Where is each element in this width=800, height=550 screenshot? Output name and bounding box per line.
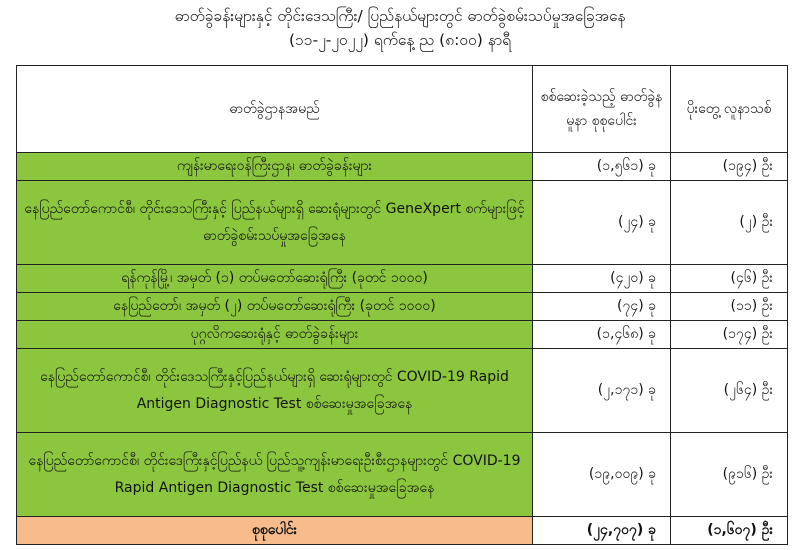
report-title — [0, 4, 800, 52]
header-tested: စစ်ဆေးခဲ့သည့် ဓာတ်ခွဲနမူနာ စုစုပေါင်း — [533, 66, 671, 153]
table-row — [17, 153, 788, 181]
row-lab-name: နေပြည်တော်ကောင်စီ၊ တိုင်းဒေသကြီးနှင့် ပြည်နယ်များရှိ ဆေးရုံများတွင် GeneXpert စက်များဖြင့် ဓာတ်ခွဲစမ်းသပ်မှုအခြေအနေ — [17, 181, 533, 265]
row-positive: (၁၁) ဦး — [671, 293, 788, 321]
row-tested: (၂,၁၇၁) ခု — [533, 349, 671, 433]
total-positive: (၁,၆၀၇) ဦး — [671, 517, 788, 545]
row-lab-name: နေပြည်တော်၊ အမှတ် (၂) တပ်မတော်ဆေးရုံကြီး (ခုတင် ၁၀၀၀) — [17, 293, 533, 321]
total-label: စုစုပေါင်း — [17, 517, 533, 545]
row-tested: (၁,၅၆၁) ခု — [533, 153, 671, 181]
row-tested: (၂၄) ခု — [533, 181, 671, 265]
table-row — [17, 433, 788, 517]
row-tested: (၁၉,၀၀၉) ခု — [533, 433, 671, 517]
testing-table — [16, 65, 788, 545]
table-header-row — [17, 66, 788, 153]
table-row — [17, 321, 788, 349]
row-tested: (၁,၄၆၈) ခု — [533, 321, 671, 349]
table-row — [17, 293, 788, 321]
row-lab-name: ရန်ကုန်မြို့၊ အမှတ် (၁) တပ်မတော်ဆေးရုံကြီး (ခုတင် ၁၀၀၀) — [17, 265, 533, 293]
table-row — [17, 349, 788, 433]
row-positive: (၁၇၄) ဦး — [671, 321, 788, 349]
row-lab-name: နေပြည်တော်ကောင်စီ၊ တိုင်းဒေသကြီးနှင့်ပြည်နယ်များရှိ ဆေးရုံများတွင် COVID-19 Rapid Antigen Diagnostic Test စစ်ဆေးမှုအခြေအနေ — [17, 349, 533, 433]
header-positive: ပိုးတွေ့ လူနာသစ် — [671, 66, 788, 153]
total-row — [17, 517, 788, 545]
row-positive: (၄၆) ဦး — [671, 265, 788, 293]
title-line-2: (၁၁-၂-၂၀၂၂) ရက်နေ့ ည (၈:၀၀) နာရီ — [289, 31, 511, 49]
table-row — [17, 181, 788, 265]
table-row — [17, 265, 788, 293]
header-lab-name: ဓာတ်ခွဲဌာနအမည် — [17, 66, 533, 153]
row-tested: (၇၄) ခု — [533, 293, 671, 321]
title-line-1: ဓာတ်ခွဲခန်းများနှင့် တိုင်းဒေသကြီး/ ပြည်နယ်များတွင် ဓာတ်ခွဲစမ်းသပ်မှုအခြေအနေ — [174, 7, 626, 25]
row-positive: (၉၁၆) ဦး — [671, 433, 788, 517]
total-tested: (၂၄,၇၀၇) ခု — [533, 517, 671, 545]
row-positive: (၁၉၄) ဦး — [671, 153, 788, 181]
row-positive: (၂) ဦး — [671, 181, 788, 265]
row-lab-name: ကျန်းမာရေးဝန်ကြီးဌာန၊ ဓာတ်ခွဲခန်းများ — [17, 153, 533, 181]
row-positive: (၂၆၄) ဦး — [671, 349, 788, 433]
row-lab-name: ပုဂ္ဂလိကဆေးရုံနှင့် ဓာတ်ခွဲခန်းများ — [17, 321, 533, 349]
row-tested: (၄၂၀) ခု — [533, 265, 671, 293]
row-lab-name: နေပြည်တော်ကောင်စီ၊ တိုင်းဒေကြီးနှင့်ပြည်နယ် ပြည်သူ့ကျန်းမာရေးဦးစီးဌာနများတွင် COVID-19 Rapid Antigen Diagnostic Test စစ်ဆေးမှုအခြေအနေ — [17, 433, 533, 517]
